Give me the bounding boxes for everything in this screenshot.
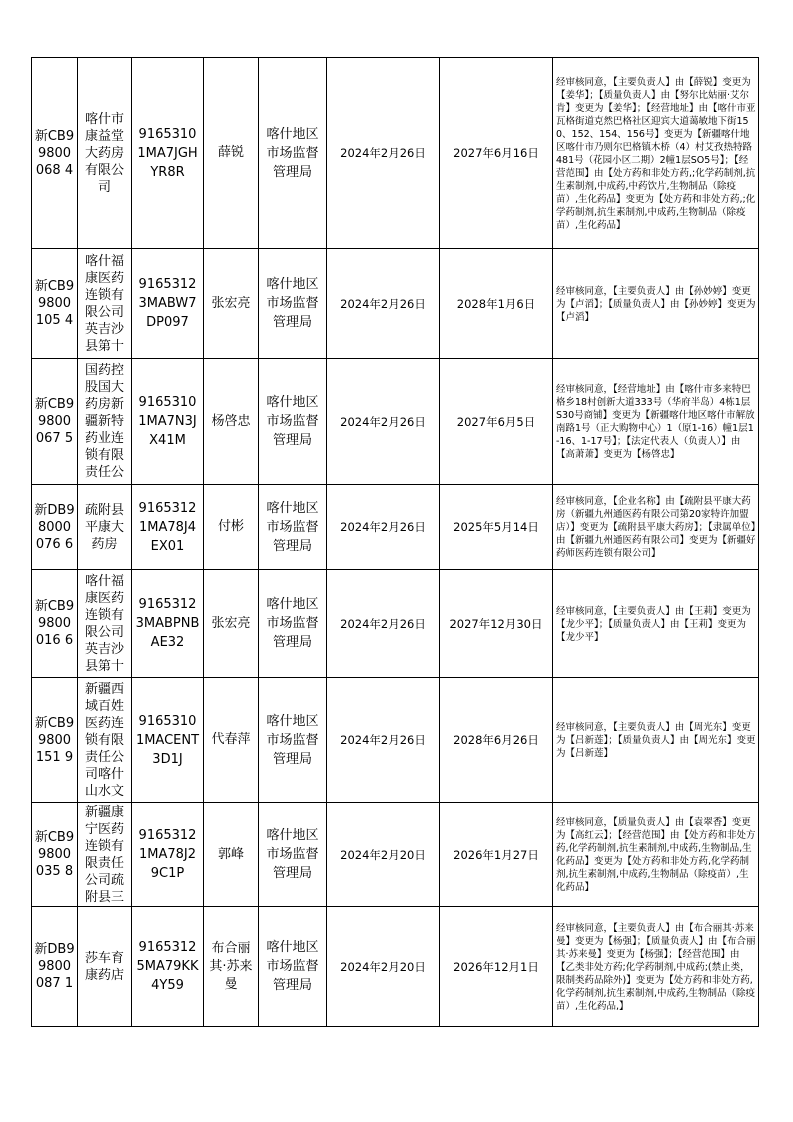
legal-person-cell: [204, 678, 259, 803]
change-details-text: 经审核同意，【主要负责人】由【周光东】变更为【吕新莲】；【质量负责人】由【周光东】变更为【吕新莲】: [556, 722, 756, 759]
approval-date-text: 2024年2月20日: [340, 847, 426, 862]
change-details-text: 经审核同意，【主要负责人】由【布合丽其·苏来曼】变更为【杨强】；【质量负责人】由【布合丽其·苏来曼】变更为【杨强】；【经营范围】由【乙类非处方药;化学药制剂,中成药;(禁止类，限制类药品除外)】变更为【处方药和非处方药,化学药制剂,抗生素制剂,中成药,生物制品（除疫苗）,生化药品,】: [556, 922, 756, 1012]
company-name-text: 喀什福康医药连锁有限公司英吉沙县第十: [84, 573, 124, 674]
table-row: [32, 570, 759, 678]
company-name-cell: [78, 485, 132, 570]
approval-date-text: 2024年2月26日: [340, 146, 426, 160]
company-name-cell: [78, 678, 132, 803]
license-change-table: [31, 57, 759, 1027]
credit-code-text: 91653101MA7N3JX41M: [138, 395, 197, 448]
legal-person-cell: [204, 570, 259, 678]
legal-person-cell: [204, 485, 259, 570]
credit-code-text: 91653123MABPNBAE32: [135, 597, 200, 650]
approval-date-text: 2024年2月26日: [340, 733, 426, 747]
table-row: [32, 803, 759, 907]
credit-code-text: 91653123MABW7DP097: [138, 277, 197, 330]
credit-code-text: 91653121MA78J29C1P: [138, 828, 197, 881]
change-details-cell: [553, 678, 759, 803]
company-name-text: 莎车育康药店: [84, 950, 124, 983]
legal-person-text: 付彬: [217, 519, 244, 534]
authority-text: 喀什地区市场监督管理局: [266, 940, 319, 993]
approval-date-cell: [327, 907, 440, 1027]
credit-code-cell: [132, 359, 204, 485]
legal-person-cell: [204, 359, 259, 485]
credit-code-cell: [132, 907, 204, 1027]
company-name-cell: [78, 249, 132, 359]
authority-cell: [259, 803, 327, 907]
legal-person-cell: [204, 803, 259, 907]
authority-text: 喀什地区市场监督管理局: [266, 713, 319, 767]
table-row: [32, 678, 759, 803]
legal-person-text: 张宏亮: [211, 615, 251, 631]
legal-person-cell: [204, 58, 259, 249]
license-number-cell: [32, 570, 78, 678]
credit-code-cell: [132, 803, 204, 907]
change-details-cell: [553, 58, 759, 249]
approval-date-cell: [327, 249, 440, 359]
license-number-text: 新CB99800016 6: [34, 599, 75, 648]
approval-date-text: 2024年2月26日: [340, 296, 426, 311]
company-name-text: 疏附县平康大药房: [84, 502, 124, 552]
authority-cell: [259, 58, 327, 249]
credit-code-cell: [132, 570, 204, 678]
authority-cell: [259, 249, 327, 359]
company-name-cell: [78, 570, 132, 678]
authority-cell: [259, 678, 327, 803]
expiry-date-text: 2028年6月26日: [453, 733, 539, 747]
company-name-text: 新疆西域百姓医药连锁有限责任公司喀什山水文: [84, 681, 124, 799]
legal-person-text: 布合丽其·苏来曼: [209, 940, 253, 992]
approval-date-text: 2024年2月26日: [340, 520, 426, 534]
legal-person-cell: [204, 907, 259, 1027]
license-number-text: 新CB99800068 4: [34, 128, 75, 178]
authority-text: 喀什地区市场监督管理局: [266, 395, 319, 448]
change-details-cell: [553, 803, 759, 907]
license-number-text: 新DB99800087 1: [34, 942, 75, 991]
license-number-text: 新CB99800105 4: [34, 279, 75, 328]
authority-cell: [259, 907, 327, 1027]
expiry-date-text: 2028年1月6日: [456, 296, 536, 311]
credit-code-text: 91653121MA78J4EX01: [138, 500, 197, 554]
license-number-text: 新CB99800067 5: [34, 397, 75, 446]
license-number-cell: [32, 907, 78, 1027]
company-name-cell: [78, 907, 132, 1027]
expiry-date-text: 2026年1月27日: [453, 847, 539, 862]
credit-code-text: 91653101MACENT3D1J: [135, 713, 200, 767]
change-details-cell: [553, 485, 759, 570]
expiry-date-cell: [440, 678, 553, 803]
license-number-cell: [32, 678, 78, 803]
table-row: [32, 249, 759, 359]
table-row: [32, 58, 759, 249]
expiry-date-text: 2025年5月14日: [453, 520, 539, 534]
authority-cell: [259, 485, 327, 570]
change-details-cell: [553, 907, 759, 1027]
change-details-text: 经审核同意，【经营地址】由【喀什市多来特巴格乡18村创新大道333号（华府半岛）4栋1层S30号商铺】变更为【新疆喀什地区喀什市解放南路1号（正大购物中心）1（原1-16）幢1层1-16、1-17号】；【法定代表人（负责人）】由【高萧萧】变更为【杨啓忠】: [556, 384, 755, 460]
expiry-date-cell: [440, 485, 553, 570]
expiry-date-text: 2027年6月5日: [456, 414, 536, 429]
license-number-cell: [32, 359, 78, 485]
expiry-date-cell: [440, 359, 553, 485]
approval-date-cell: [327, 570, 440, 678]
legal-person-text: 薛锐: [217, 145, 244, 160]
expiry-date-cell: [440, 58, 553, 249]
change-details-text: 经审核同意，【主要负责人】由【王莉】变更为【龙少平】；【质量负责人】由【王莉】变更为【龙少平】: [556, 605, 751, 643]
change-details-text: 经审核同意，【质量负责人】由【袁翠香】变更为【高红云】；【经营范围】由【处方药和非处方药,化学药制剂,抗生素制剂,中成药,生物制品,生化药品】变更为【处方药和非处方药,化学药制剂,抗生素制剂,中成药,生物制品（除疫苗）,生化药品】: [556, 817, 756, 893]
legal-person-text: 杨啓忠: [211, 413, 251, 429]
license-number-cell: [32, 58, 78, 249]
license-number-cell: [32, 249, 78, 359]
legal-person-text: 郭峰: [217, 846, 244, 862]
change-details-text: 经审核同意，【主要负责人】由【薛锐】变更为【姜华】；【质量负责人】由【努尔比姑丽·艾尔肯】变更为【姜华】；【经营地址】由【喀什市亚瓦格街道克然巴格社区迎宾大道蔼敏地下街150、152、154、156号】变更为【新疆喀什地区喀什市乃则尔巴格镇木桥（4）村艾孜热特路481号（花园小区二期）2幢1层SO5号】；【经营范围】由【处方药和非处方药,;化学药制剂,抗生素制剂,中成药,中药饮片,生物制品（除疫苗）,生化药品】变更为【处方药和非处方药,;化学药制剂,抗生素制剂,中成药,生物制品（除疫苗）,生化药品】: [556, 76, 756, 231]
credit-code-cell: [132, 249, 204, 359]
legal-person-cell: [204, 249, 259, 359]
authority-text: 喀什地区市场监督管理局: [266, 277, 319, 330]
credit-code-text: 91653125MA79KK4Y59: [136, 940, 199, 993]
expiry-date-text: 2026年12月1日: [453, 959, 539, 974]
license-number-text: 新DB98000076 6: [34, 502, 75, 552]
change-details-cell: [553, 570, 759, 678]
table-row: [32, 359, 759, 485]
expiry-date-cell: [440, 570, 553, 678]
expiry-date-cell: [440, 907, 553, 1027]
approval-date-text: 2024年2月26日: [340, 414, 426, 429]
approval-date-cell: [327, 359, 440, 485]
company-name-cell: [78, 58, 132, 249]
table-row: [32, 907, 759, 1027]
license-number-text: 新CB99800035 8: [34, 830, 75, 879]
change-details-text: 经审核同意，【主要负责人】由【孙妙婷】变更为【卢滔】；【质量负责人】由【孙妙婷】变更为【卢滔】: [556, 285, 756, 323]
approval-date-text: 2024年2月20日: [340, 959, 426, 974]
license-number-cell: [32, 803, 78, 907]
license-number-text: 新CB99800151 9: [34, 715, 75, 765]
company-name-cell: [78, 803, 132, 907]
authority-text: 喀什地区市场监督管理局: [266, 828, 319, 881]
credit-code-cell: [132, 485, 204, 570]
company-name-text: 新疆康宁医药连锁有限责任公司疏附县三: [84, 804, 124, 905]
authority-text: 喀什地区市场监督管理局: [266, 126, 319, 180]
company-name-cell: [78, 359, 132, 485]
authority-cell: [259, 359, 327, 485]
authority-text: 喀什地区市场监督管理局: [266, 500, 319, 554]
approval-date-text: 2024年2月26日: [340, 616, 426, 631]
authority-text: 喀什地区市场监督管理局: [266, 597, 319, 650]
approval-date-cell: [327, 803, 440, 907]
approval-date-cell: [327, 58, 440, 249]
credit-code-cell: [132, 58, 204, 249]
company-name-text: 喀什福康医药连锁有限公司英吉沙县第十: [84, 253, 124, 354]
expiry-date-cell: [440, 249, 553, 359]
change-details-text: 经审核同意，【企业名称】由【疏附县平康大药房（新疆九州通医药有限公司第20家特许加盟店）】变更为【疏附县平康大药房】；【隶属单位】由【新疆九州通医药有限公司】变更为【新疆好药师医药连锁有限公司】: [556, 496, 756, 559]
credit-code-text: 91653101MA7JGHYR8R: [137, 126, 198, 180]
credit-code-cell: [132, 678, 204, 803]
company-name-text: 喀什市康益堂大药房有限公司: [84, 111, 124, 195]
company-name-text: 国药控股国大药房新疆新特药业连锁有限责任公: [84, 363, 124, 480]
expiry-date-text: 2027年6月16日: [453, 146, 539, 160]
approval-date-cell: [327, 485, 440, 570]
legal-person-text: 代春萍: [211, 732, 251, 747]
license-number-cell: [32, 485, 78, 570]
table-row: [32, 485, 759, 570]
change-details-cell: [553, 249, 759, 359]
authority-cell: [259, 570, 327, 678]
change-details-cell: [553, 359, 759, 485]
approval-date-cell: [327, 678, 440, 803]
expiry-date-cell: [440, 803, 553, 907]
legal-person-text: 张宏亮: [211, 295, 251, 311]
expiry-date-text: 2027年12月30日: [449, 616, 543, 631]
